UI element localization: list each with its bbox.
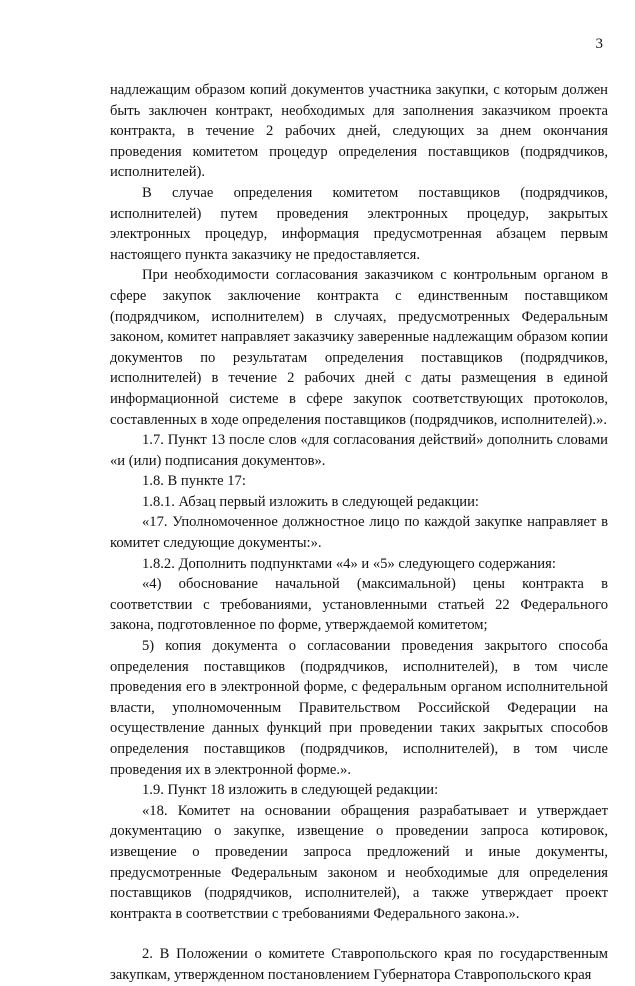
document-body bbox=[110, 80, 608, 986]
paragraph-subitem-5: 5) копия документа о согласовании проведения закрытого способа определения поставщиков (подрядчиков, исполнителей), в том числе проведения его в электронной форме, с федеральным органом исполнительной власти, уполномоченным Правительством Российской Федерации на осуществление данных функций при проведении таких закрытых способов определения поставщиков (подрядчиков, исполнителей), в том числе проведения их в электронной форме.». bbox=[110, 638, 608, 778]
page-number: 3 bbox=[595, 36, 603, 52]
paragraph-electronic-procedures: В случае определения комитетом поставщиков (подрядчиков, исполнителей) путем проведения электронных процедур, закрытых электронных процедур, информация предусмотренная абзацем первым настоящего пункта заказчику не предоставляется. bbox=[110, 184, 608, 263]
paragraph-item-17-quote: «17. Уполномоченное должностное лицо по каждой закупке направляет в комитет следующие документы:». bbox=[110, 514, 608, 552]
paragraph-item-1-7: 1.7. Пункт 13 после слов «для согласования действий» дополнить словами «и (или) подписания документов». bbox=[110, 432, 608, 469]
paragraph-section-2: 2. В Положении о комитете Ставропольского края по государственным закупкам, утвержденном постановлением Губернатора Ставропольского края bbox=[110, 946, 608, 983]
paragraph-continuation: надлежащим образом копий документов участника закупки, с которым должен быть заключен контракт, необходимых для заполнения заказчиком проекта контракта, в течение 2 рабочих дней, следующих за днем окончания проведения комитетом процедур определения поставщиков (подрядчиков, исполнителей). bbox=[110, 82, 608, 181]
paragraph-item-1-8-1: 1.8.1. Абзац первый изложить в следующей редакции: bbox=[142, 493, 479, 510]
paragraph-control-body-approval: При необходимости согласования заказчиком с контрольным органом в сфере закупок заключение контракта с единственным поставщиком (подрядчиком, исполнителем) в случаях, предусмотренных Федеральным законом, комитет направляет заказчику заверенные надлежащим образом копии документов по результатам определения поставщиков (подрядчиков, исполнителей) в течение 2 рабочих дней с даты размещения в единой информационной системе в сфере закупок соответствующих протоколов, составленных в ходе определения поставщиков (подрядчиков, исполнителей).». bbox=[110, 267, 608, 428]
paragraph-item-18-quote: «18. Комитет на основании обращения разрабатывает и утверждает документацию о закупке, извещение о проведении запроса котировок, извещение о проведении запроса предложений и иные документы, предусмотренные Федеральным законом и необходимые для определения поставщиков (подрядчиков, исполнителей), а также утверждает проект контракта в соответствии с требованиями Федерального закона.». bbox=[110, 802, 608, 922]
paragraph-item-1-8-2: 1.8.2. Дополнить подпунктами «4» и «5» следующего содержания: bbox=[142, 555, 556, 572]
paragraph-subitem-4: «4) обоснование начальной (максимальной) цены контракта в соответствии с требованиями, установленными статьей 22 Федерального закона, подготовленное по форме, утверждаемой комитетом; bbox=[110, 576, 608, 634]
paragraph-item-1-9: 1.9. Пункт 18 изложить в следующей редакции: bbox=[142, 782, 439, 799]
paragraph-item-1-8: 1.8. В пункте 17: bbox=[142, 473, 246, 490]
